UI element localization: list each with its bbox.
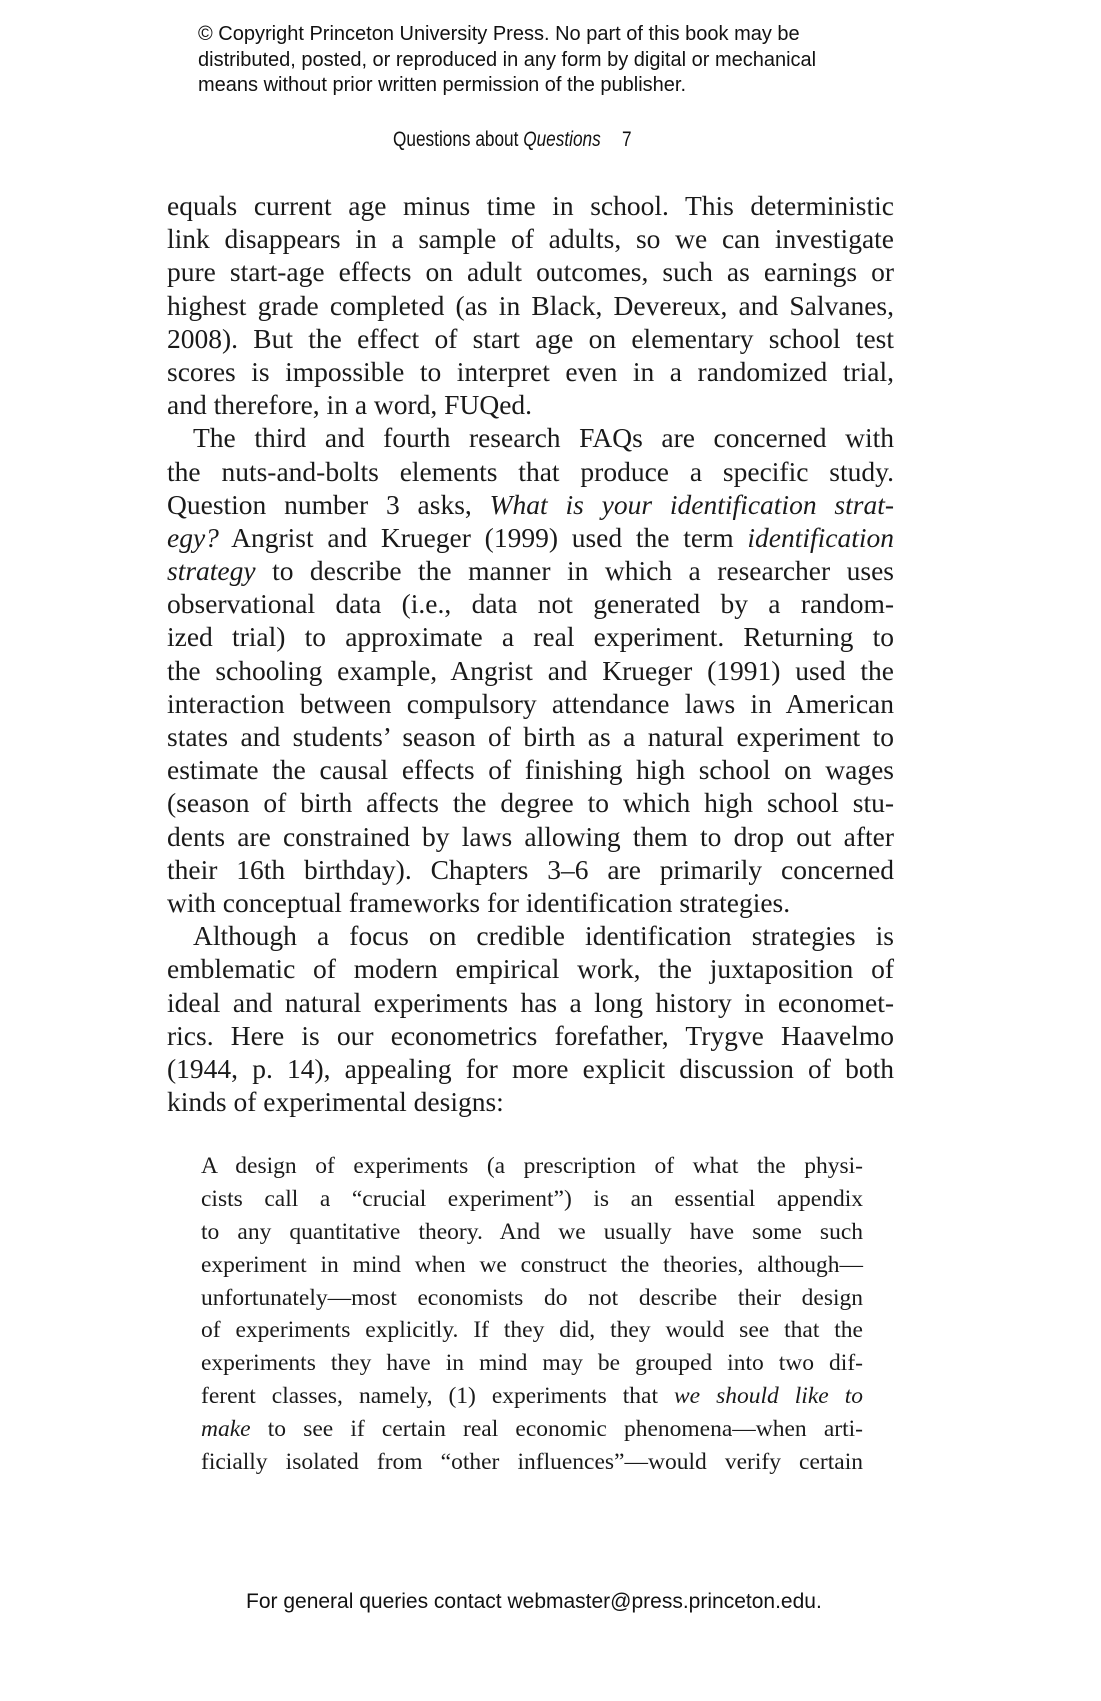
footer-contact: For general queries contact webmaster@press.princeton.edu. <box>246 1590 822 1613</box>
text-line: pure start-age effects on adult outcomes, such as earnings or <box>167 256 894 288</box>
text-line: (1944, p. 14), appealing for more explicit discussion of both <box>167 1052 894 1084</box>
running-head <box>393 128 632 152</box>
quote-line <box>201 1380 863 1413</box>
text-line: rics. Here is our econometrics forefather, Trygve Haavelmo <box>167 1019 894 1051</box>
quote-line: A design of experiments (a prescription of what the physi- <box>201 1153 863 1179</box>
text-line: Although a focus on credible identification strategies is <box>193 920 894 952</box>
text-line: states and students’ season of birth as a natural experiment to <box>167 721 894 752</box>
text-line <box>167 554 894 587</box>
running-head-prefix: Questions about <box>393 128 524 151</box>
text-line: The third and fourth research FAQs are concerned with <box>193 422 894 454</box>
quote-line: cists call a “crucial experiment”) is an essential appendix <box>201 1185 863 1212</box>
quote-line <box>201 1413 863 1446</box>
text-line: emblematic of modern empirical work, the juxtaposition of <box>167 953 894 985</box>
text-line: 2008). But the effect of start age on elementary school test <box>167 322 894 354</box>
quote-line: to any quantitative theory. And we usually have some such <box>201 1218 863 1245</box>
text-line: estimate the causal effects of finishing high school on wages <box>167 754 894 786</box>
running-head-title: Questions <box>523 128 601 151</box>
italic-run: identification <box>747 521 894 553</box>
text-run: Question number 3 asks, <box>167 488 490 520</box>
text-run: to describe the manner in which a researcher uses <box>255 555 894 587</box>
text-line: (season of birth affects the degree to which high school stu- <box>167 787 894 819</box>
text-run: Angrist and Krueger (1999) used the term <box>218 521 748 553</box>
copyright-line: © Copyright Princeton University Press. No part of this book may be <box>198 23 800 45</box>
italic-run: egy? <box>167 521 219 553</box>
quote-line: experiments they have in mind may be grouped into two dif- <box>201 1350 863 1377</box>
text-line: equals current age minus time in school. This deterministic <box>167 190 894 221</box>
quote-line: experiment in mind when we construct the theories, although— <box>201 1251 863 1278</box>
text-line: dents are constrained by laws allowing them to drop out after <box>167 820 894 852</box>
copyright-line: distributed, posted, or reproduced in any form by digital or mechanical <box>198 48 817 71</box>
body-text <box>167 189 894 1118</box>
quote-line: ficially isolated from “other influences”—would verify certain <box>201 1449 863 1476</box>
text-line: highest grade completed (as in Black, Devereux, and Salvanes, <box>167 289 894 321</box>
quote-line: of experiments explicitly. If they did, they would see that the <box>201 1317 863 1344</box>
text-line <box>167 488 894 521</box>
text-line: observational data (i.e., data not generated by a random- <box>167 588 894 620</box>
copyright-notice <box>198 22 918 99</box>
page-number: 7 <box>622 128 632 151</box>
italic-run: strategy <box>167 555 256 587</box>
text-line: scores is impossible to interpret even in a randomized trial, <box>167 355 894 387</box>
text-line: the nuts-and-bolts elements that produce a specific study. <box>167 455 894 487</box>
text-line: ized trial) to approximate a real experiment. Returning to <box>167 621 894 653</box>
quote-line: unfortunately—most economists do not describe their design <box>201 1284 863 1311</box>
copyright-line: means without prior written permission of the publisher. <box>198 74 687 96</box>
block-quote <box>201 1150 863 1479</box>
text-run: ferent classes, namely, (1) experiments that <box>201 1383 674 1410</box>
text-line: ideal and natural experiments has a long history in economet- <box>167 986 894 1018</box>
text-line: kinds of experimental designs: <box>167 1086 504 1118</box>
italic-run: we should like to <box>673 1383 863 1410</box>
text-line: their 16th birthday). Chapters 3–6 are primarily concerned <box>167 853 894 885</box>
italic-run: make <box>201 1416 251 1443</box>
text-line: the schooling example, Angrist and Krueger (1991) used the <box>167 654 894 686</box>
text-line: interaction between compulsory attendance laws in American <box>167 687 894 719</box>
text-line: with conceptual frameworks for identification strategies. <box>167 886 791 918</box>
text-line: link disappears in a sample of adults, so we can investigate <box>167 223 894 255</box>
text-line: and therefore, in a word, FUQed. <box>167 389 533 421</box>
text-line <box>167 521 894 554</box>
italic-run: What is your identification strat- <box>489 488 894 520</box>
text-run: to see if certain real economic phenomena—when arti- <box>250 1416 863 1443</box>
